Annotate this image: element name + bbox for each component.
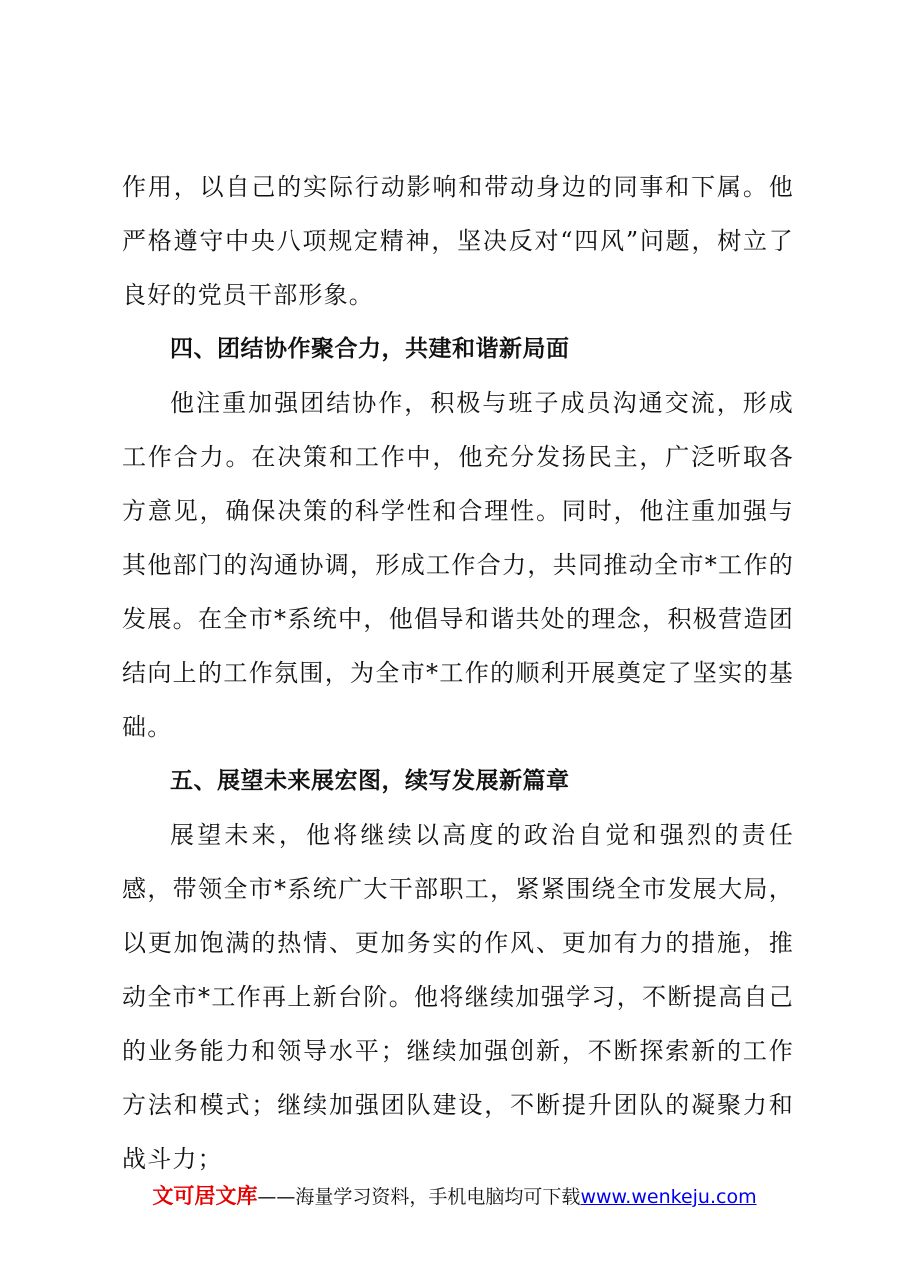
footer-banner	[0, 1181, 909, 1212]
paragraph-outlook: 展望未来，他将继续以高度的政治自觉和强烈的责任感，带领全市*系统广大干部职工，紧紧围绕全市发展大局，以更加饱满的热情、更加务实的作风、更加有力的措施，推动全市*工作再上新台阶。他将继续加强学习，不断提高自己的业务能力和领导水平；继续加强创新，不断探索新的工作方法和模式；继续加强团队建设，不断提升团队的凝聚力和战斗力；	[122, 821, 794, 1173]
section-heading-4: 四、团结协作聚合力，共建和谐新局面	[170, 336, 570, 362]
footer-brand: 文可居文库	[152, 1184, 258, 1208]
section-heading-5: 五、展望未来展宏图，续写发展新篇章	[170, 768, 570, 794]
document-body	[122, 160, 794, 1186]
footer-url-link[interactable]: www.wenkeju.com	[580, 1186, 757, 1208]
footer-tagline: ——海量学习资料，手机电脑均可下载	[257, 1186, 581, 1208]
paragraph-teamwork: 他注重加强团结协作，积极与班子成员沟通交流，形成工作合力。在决策和工作中，他充分发扬民主，广泛听取各方意见，确保决策的科学性和合理性。同时，他注重加强与其他部门的沟通协调，形成工作合力，共同推动全市*工作的发展。在全市*系统中，他倡导和谐共处的理念，积极营造团结向上的工作氛围，为全市*工作的顺利开展奠定了坚实的基础。	[122, 389, 794, 741]
paragraph-continuation: 作用，以自己的实际行动影响和带动身边的同事和下属。他严格遵守中央八项规定精神，坚决反对“四风”问题，树立了良好的党员干部形象。	[122, 173, 794, 309]
